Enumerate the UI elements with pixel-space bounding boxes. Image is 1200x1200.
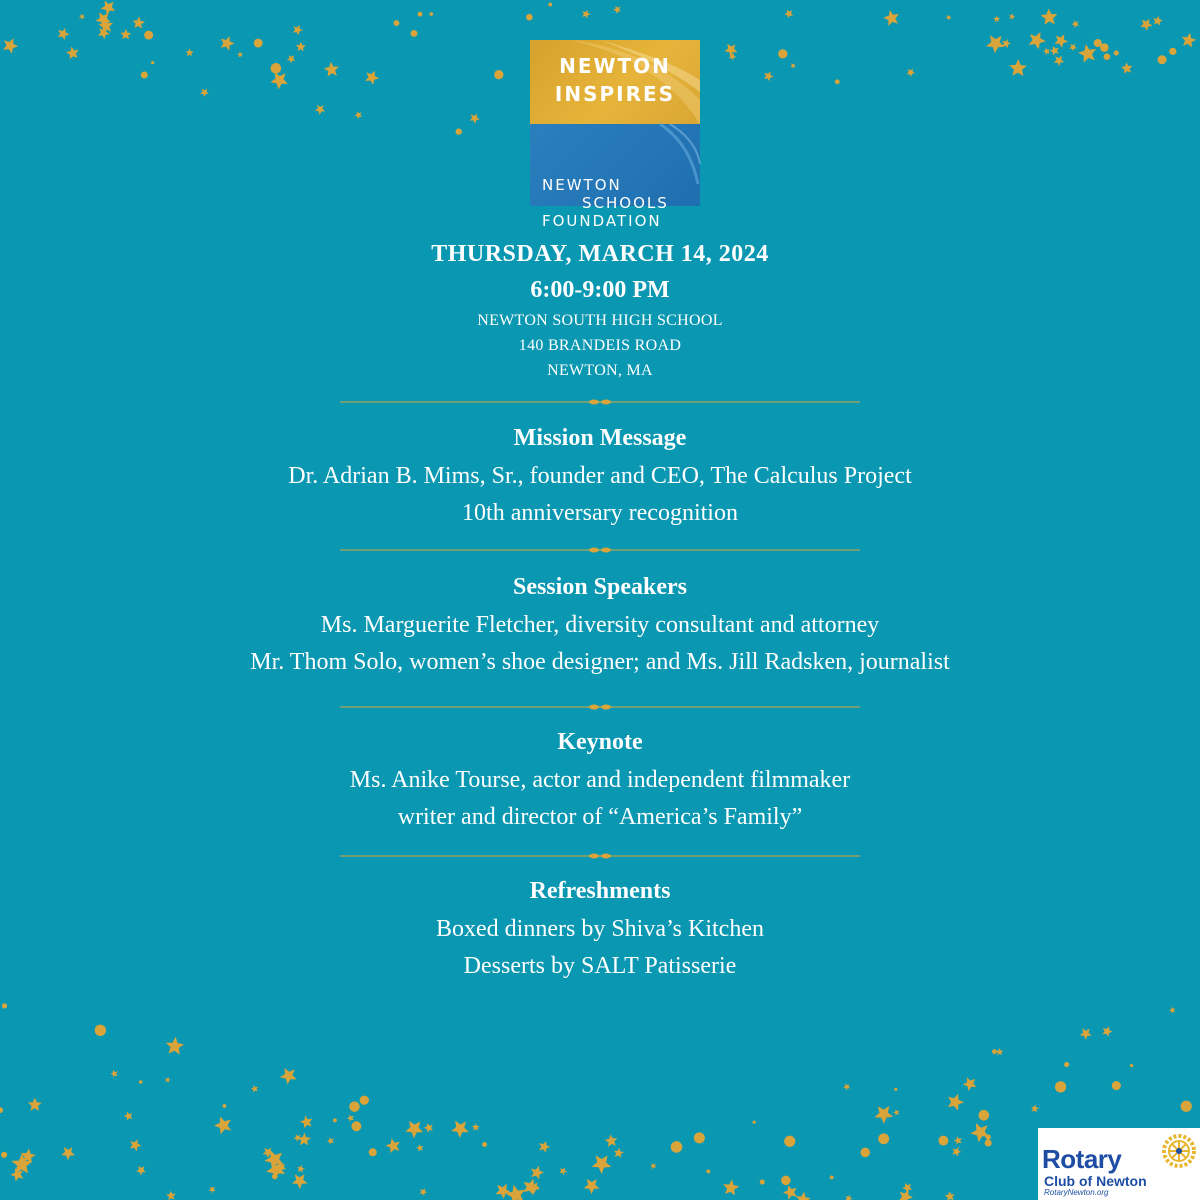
- gold-dot: [494, 70, 503, 79]
- gold-star: [214, 1117, 231, 1135]
- gold-star: [133, 17, 145, 29]
- rotary-club-name: Club of Newton: [1044, 1173, 1147, 1189]
- gold-star: [1121, 62, 1133, 73]
- gold-star: [1009, 14, 1015, 20]
- gold-star: [300, 1116, 313, 1129]
- logo-subtitle-newton: NEWTON: [542, 176, 622, 194]
- gold-star: [963, 1077, 977, 1091]
- gold-star: [531, 1166, 544, 1180]
- rotary-club-logo: [1038, 1128, 1200, 1200]
- gold-star: [613, 6, 621, 14]
- gold-star: [237, 52, 243, 58]
- gold-dot: [1169, 48, 1176, 55]
- gold-dot: [671, 1141, 683, 1153]
- gold-star: [292, 1174, 308, 1189]
- gold-star: [559, 1167, 567, 1175]
- gold-dot: [894, 1088, 897, 1091]
- event-time: 6:00-9:00 PM: [530, 277, 670, 303]
- gold-star: [993, 16, 1000, 23]
- keynote-line-2: writer and director of “America’s Family”: [397, 804, 803, 830]
- gold-star: [1069, 44, 1077, 52]
- gold-star: [296, 42, 306, 52]
- gold-star: [110, 1070, 118, 1078]
- gold-star: [1029, 32, 1046, 49]
- gold-star: [524, 1179, 540, 1196]
- gold-dot: [1130, 1064, 1133, 1067]
- gold-dot: [784, 1136, 795, 1147]
- gold-star: [355, 112, 363, 120]
- gold-dot: [548, 3, 552, 7]
- gold-star: [420, 1188, 428, 1196]
- gold-dot: [333, 1118, 337, 1122]
- section-heading-speakers: Session Speakers: [512, 574, 688, 600]
- gold-dot: [1158, 55, 1167, 64]
- gold-star: [1102, 1026, 1112, 1037]
- section-heading-keynote: Keynote: [557, 729, 643, 755]
- gold-dot: [2, 1003, 7, 1008]
- gold-star: [996, 1048, 1004, 1055]
- gold-star: [165, 1077, 171, 1083]
- gold-star: [124, 1112, 133, 1121]
- gold-star: [582, 10, 591, 19]
- rotary-wordmark: Rotary: [1042, 1144, 1122, 1174]
- ornament-divider: [340, 851, 860, 861]
- gold-star: [986, 35, 1005, 53]
- gold-star: [1078, 44, 1096, 63]
- gold-star: [845, 1195, 852, 1200]
- section-heading-mission: Mission Message: [513, 425, 687, 451]
- gold-dot: [349, 1101, 360, 1112]
- gold-star: [251, 1085, 258, 1093]
- gold-dot: [360, 1096, 369, 1105]
- gold-dot: [394, 20, 400, 26]
- gold-star: [327, 1137, 334, 1144]
- gold-dot: [1104, 53, 1111, 60]
- gold-dot: [526, 14, 533, 21]
- gold-dot: [985, 1139, 992, 1146]
- gold-star: [952, 1147, 961, 1157]
- gold-star: [843, 1084, 850, 1091]
- gold-dot: [760, 1179, 765, 1184]
- gold-star: [293, 25, 303, 35]
- gold-dot: [860, 1148, 870, 1158]
- gold-star: [451, 1121, 469, 1138]
- gold-star: [186, 49, 194, 57]
- gold-star: [1169, 1007, 1175, 1014]
- gold-star: [416, 1144, 423, 1151]
- gold-dot: [418, 12, 423, 17]
- gold-dot: [151, 61, 154, 64]
- gold-star: [324, 62, 339, 77]
- gold-star: [130, 1139, 142, 1151]
- gold-dot: [694, 1132, 705, 1143]
- gold-star: [79, 14, 85, 20]
- gold-dot: [254, 39, 263, 48]
- gold-dot: [778, 49, 787, 58]
- gold-star: [605, 1134, 618, 1147]
- gold-star: [3, 38, 18, 54]
- gold-dot: [835, 79, 840, 84]
- speakers-line-2: Mr. Thom Solo, women’s shoe designer; and Ms. Jill Radsken, journalist: [250, 649, 950, 675]
- refreshments-line-1: Boxed dinners by Shiva’s Kitchen: [436, 916, 764, 942]
- gold-star: [584, 1179, 600, 1194]
- gold-star: [650, 1163, 656, 1169]
- gold-dot: [781, 1176, 790, 1185]
- gold-star: [970, 1123, 989, 1142]
- logo-subtitle-foundation: FOUNDATION: [542, 212, 662, 230]
- gold-dot: [429, 12, 433, 16]
- gold-dot: [986, 1134, 991, 1139]
- rotary-wheel-icon: [1162, 1134, 1196, 1168]
- ornament-divider: [340, 545, 860, 555]
- gold-star: [784, 10, 793, 19]
- gold-star: [315, 105, 326, 115]
- gold-dot: [482, 1142, 487, 1147]
- gold-star: [209, 1186, 216, 1193]
- gold-star: [297, 1165, 305, 1173]
- gold-star: [1041, 9, 1058, 25]
- gold-star: [1140, 19, 1152, 31]
- gold-dot: [1064, 1062, 1069, 1067]
- gold-star: [1054, 56, 1065, 66]
- gold-star: [1182, 33, 1197, 48]
- gold-star: [28, 1098, 42, 1111]
- gold-star: [1043, 48, 1050, 55]
- venue-city: NEWTON, MA: [547, 362, 653, 379]
- gold-star: [899, 1190, 913, 1200]
- gold-dot: [938, 1136, 948, 1146]
- gold-dot: [1100, 43, 1109, 52]
- gold-star: [472, 1123, 480, 1130]
- gold-star: [783, 1185, 797, 1200]
- gold-star: [405, 1121, 423, 1139]
- refreshments-line-2: Desserts by SALT Patisserie: [463, 953, 737, 979]
- gold-star: [120, 29, 131, 40]
- gold-dot: [0, 1107, 3, 1113]
- gold-dot: [351, 1121, 361, 1131]
- logo-title-line1: NEWTON: [559, 54, 671, 78]
- gold-star: [874, 1106, 893, 1124]
- gold-star: [539, 1141, 550, 1153]
- gold-star: [166, 1191, 176, 1200]
- newton-inspires-logo: [530, 40, 700, 230]
- gold-star: [764, 71, 774, 81]
- gold-dot: [411, 30, 418, 37]
- gold-star: [948, 1094, 964, 1111]
- gold-star: [1153, 16, 1163, 26]
- gold-dot: [144, 31, 153, 40]
- gold-star: [1055, 34, 1069, 48]
- venue-name: NEWTON SOUTH HIGH SCHOOL: [477, 312, 723, 329]
- gold-star: [221, 36, 235, 51]
- gold-star: [945, 1191, 955, 1200]
- gold-star: [883, 10, 899, 26]
- gold-dot: [1, 1152, 7, 1158]
- gold-star: [954, 1136, 962, 1145]
- gold-star: [902, 1183, 912, 1193]
- rotary-url: RotaryNewton.org: [1044, 1188, 1109, 1197]
- gold-dot: [139, 1080, 143, 1084]
- mission-line-2: 10th anniversary recognition: [462, 500, 738, 526]
- gold-dot: [878, 1133, 889, 1144]
- gold-star: [946, 15, 952, 21]
- gold-dot: [978, 1110, 989, 1121]
- gold-star: [270, 72, 288, 89]
- gold-dot: [95, 1025, 106, 1036]
- gold-dot: [992, 1049, 997, 1054]
- keynote-line-1: Ms. Anike Tourse, actor and independent filmmaker: [349, 767, 851, 793]
- gold-dot: [223, 1104, 227, 1108]
- event-date: THURSDAY, MARCH 14, 2024: [431, 241, 769, 267]
- gold-star: [729, 53, 737, 61]
- gold-star: [790, 63, 796, 68]
- gold-star: [893, 1109, 899, 1115]
- gold-star: [723, 1179, 739, 1195]
- logo-gold-panel: [530, 40, 700, 124]
- gold-star: [470, 114, 480, 124]
- speakers-line-1: Ms. Marguerite Fletcher, diversity consultant and attorney: [320, 612, 880, 638]
- gold-star: [496, 1184, 511, 1199]
- gold-dot: [369, 1148, 377, 1156]
- gold-star: [1009, 59, 1027, 76]
- gold-dot: [271, 63, 282, 74]
- gold-star: [592, 1155, 612, 1174]
- gold-dot: [753, 1121, 756, 1124]
- gold-star: [287, 55, 296, 63]
- gold-dot: [141, 72, 148, 79]
- gold-star: [1080, 1028, 1092, 1040]
- gold-dot: [830, 1175, 834, 1179]
- gold-dot: [1112, 1081, 1121, 1090]
- gold-star: [61, 1147, 75, 1160]
- gold-star: [200, 89, 209, 97]
- gold-dot: [456, 128, 462, 134]
- ornament-divider: [340, 702, 860, 712]
- gold-star: [907, 69, 916, 77]
- venue-street: 140 BRANDEIS ROAD: [518, 337, 682, 354]
- gold-star: [386, 1138, 400, 1153]
- gold-star: [1050, 46, 1059, 56]
- ornament-divider: [340, 397, 860, 407]
- gold-star: [280, 1068, 297, 1085]
- gold-dot: [1114, 50, 1119, 55]
- gold-star: [365, 71, 379, 85]
- gold-dot: [1055, 1081, 1066, 1092]
- gold-star: [424, 1123, 433, 1133]
- gold-star: [1031, 1105, 1039, 1113]
- gold-star: [1071, 20, 1079, 28]
- section-heading-refreshments: Refreshments: [529, 878, 671, 904]
- mission-line-1: Dr. Adrian B. Mims, Sr., founder and CEO, The Calculus Project: [288, 463, 912, 489]
- gold-star: [347, 1115, 354, 1122]
- logo-blue-panel: [530, 124, 700, 230]
- logo-title-line2: INSPIRES: [554, 82, 676, 106]
- gold-dot: [1181, 1101, 1192, 1112]
- gold-star: [136, 1166, 146, 1176]
- gold-star: [58, 28, 70, 40]
- gold-dot: [706, 1170, 710, 1174]
- gold-star: [101, 1, 116, 16]
- gold-star: [796, 1192, 811, 1200]
- gold-star: [166, 1037, 184, 1055]
- gold-star: [614, 1148, 624, 1158]
- logo-subtitle-schools: SCHOOLS: [582, 194, 669, 212]
- gold-star: [66, 46, 79, 59]
